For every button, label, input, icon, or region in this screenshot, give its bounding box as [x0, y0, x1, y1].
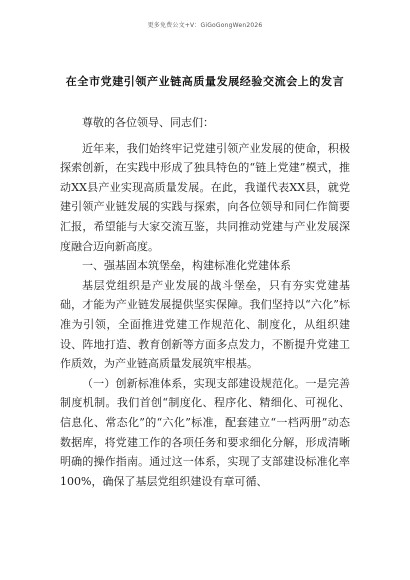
- document-title: 在全市党建引领产业链高质量发展经验交流会上的发言: [65, 75, 345, 88]
- section-heading: 一、强基固本筑堡垒，构建标准化党建体系: [82, 259, 291, 273]
- header-note: 更多免费公文+V：GiGoGongWen2026: [147, 22, 263, 29]
- intro-paragraph: 近年来，我们始终牢记党建引领产业发展的使命，积极探索创新，在实践中形成了独具特色的“链上党建”模式，推动XX县产业实现高质量发展。在此，我谨代表XX县，就党建引领产业链发展的实践与探索，向各位领导和同仁作简要汇报，希望能与大家交流互鉴，共同推动党建与产业发展深度融合迈向新高度。: [60, 141, 350, 253]
- section-paragraph: 基层党组织是产业发展的战斗堡垒，只有夯实党建基础，才能为产业链发展提供坚实保障。我们坚持以“六化”标准为引领，全面推进党建工作规范化、制度化，从组织建设、阵地打造、教育创新等方面多点发力，不断提升党建工作质效，为产业链高质量发展筑牢根基。: [60, 278, 350, 371]
- document-body: [60, 113, 350, 491]
- subsection-paragraph: （一）创新标准体系，实现支部建设规范化。一是完善制度机制。我们首创“制度化、程序化、精细化、可视化、信息化、常态化”的“六化”标准，配套建立“一档两册”动态数据库，将党建工作的各项任务和要求细化分解，形成清晰明确的操作指南。通过这一体系，实现了支部建设标准化率100%，确保了基层党组织建设有章可循、: [60, 376, 350, 488]
- greeting-paragraph: 尊敬的各位领导、同志们：: [82, 116, 214, 129]
